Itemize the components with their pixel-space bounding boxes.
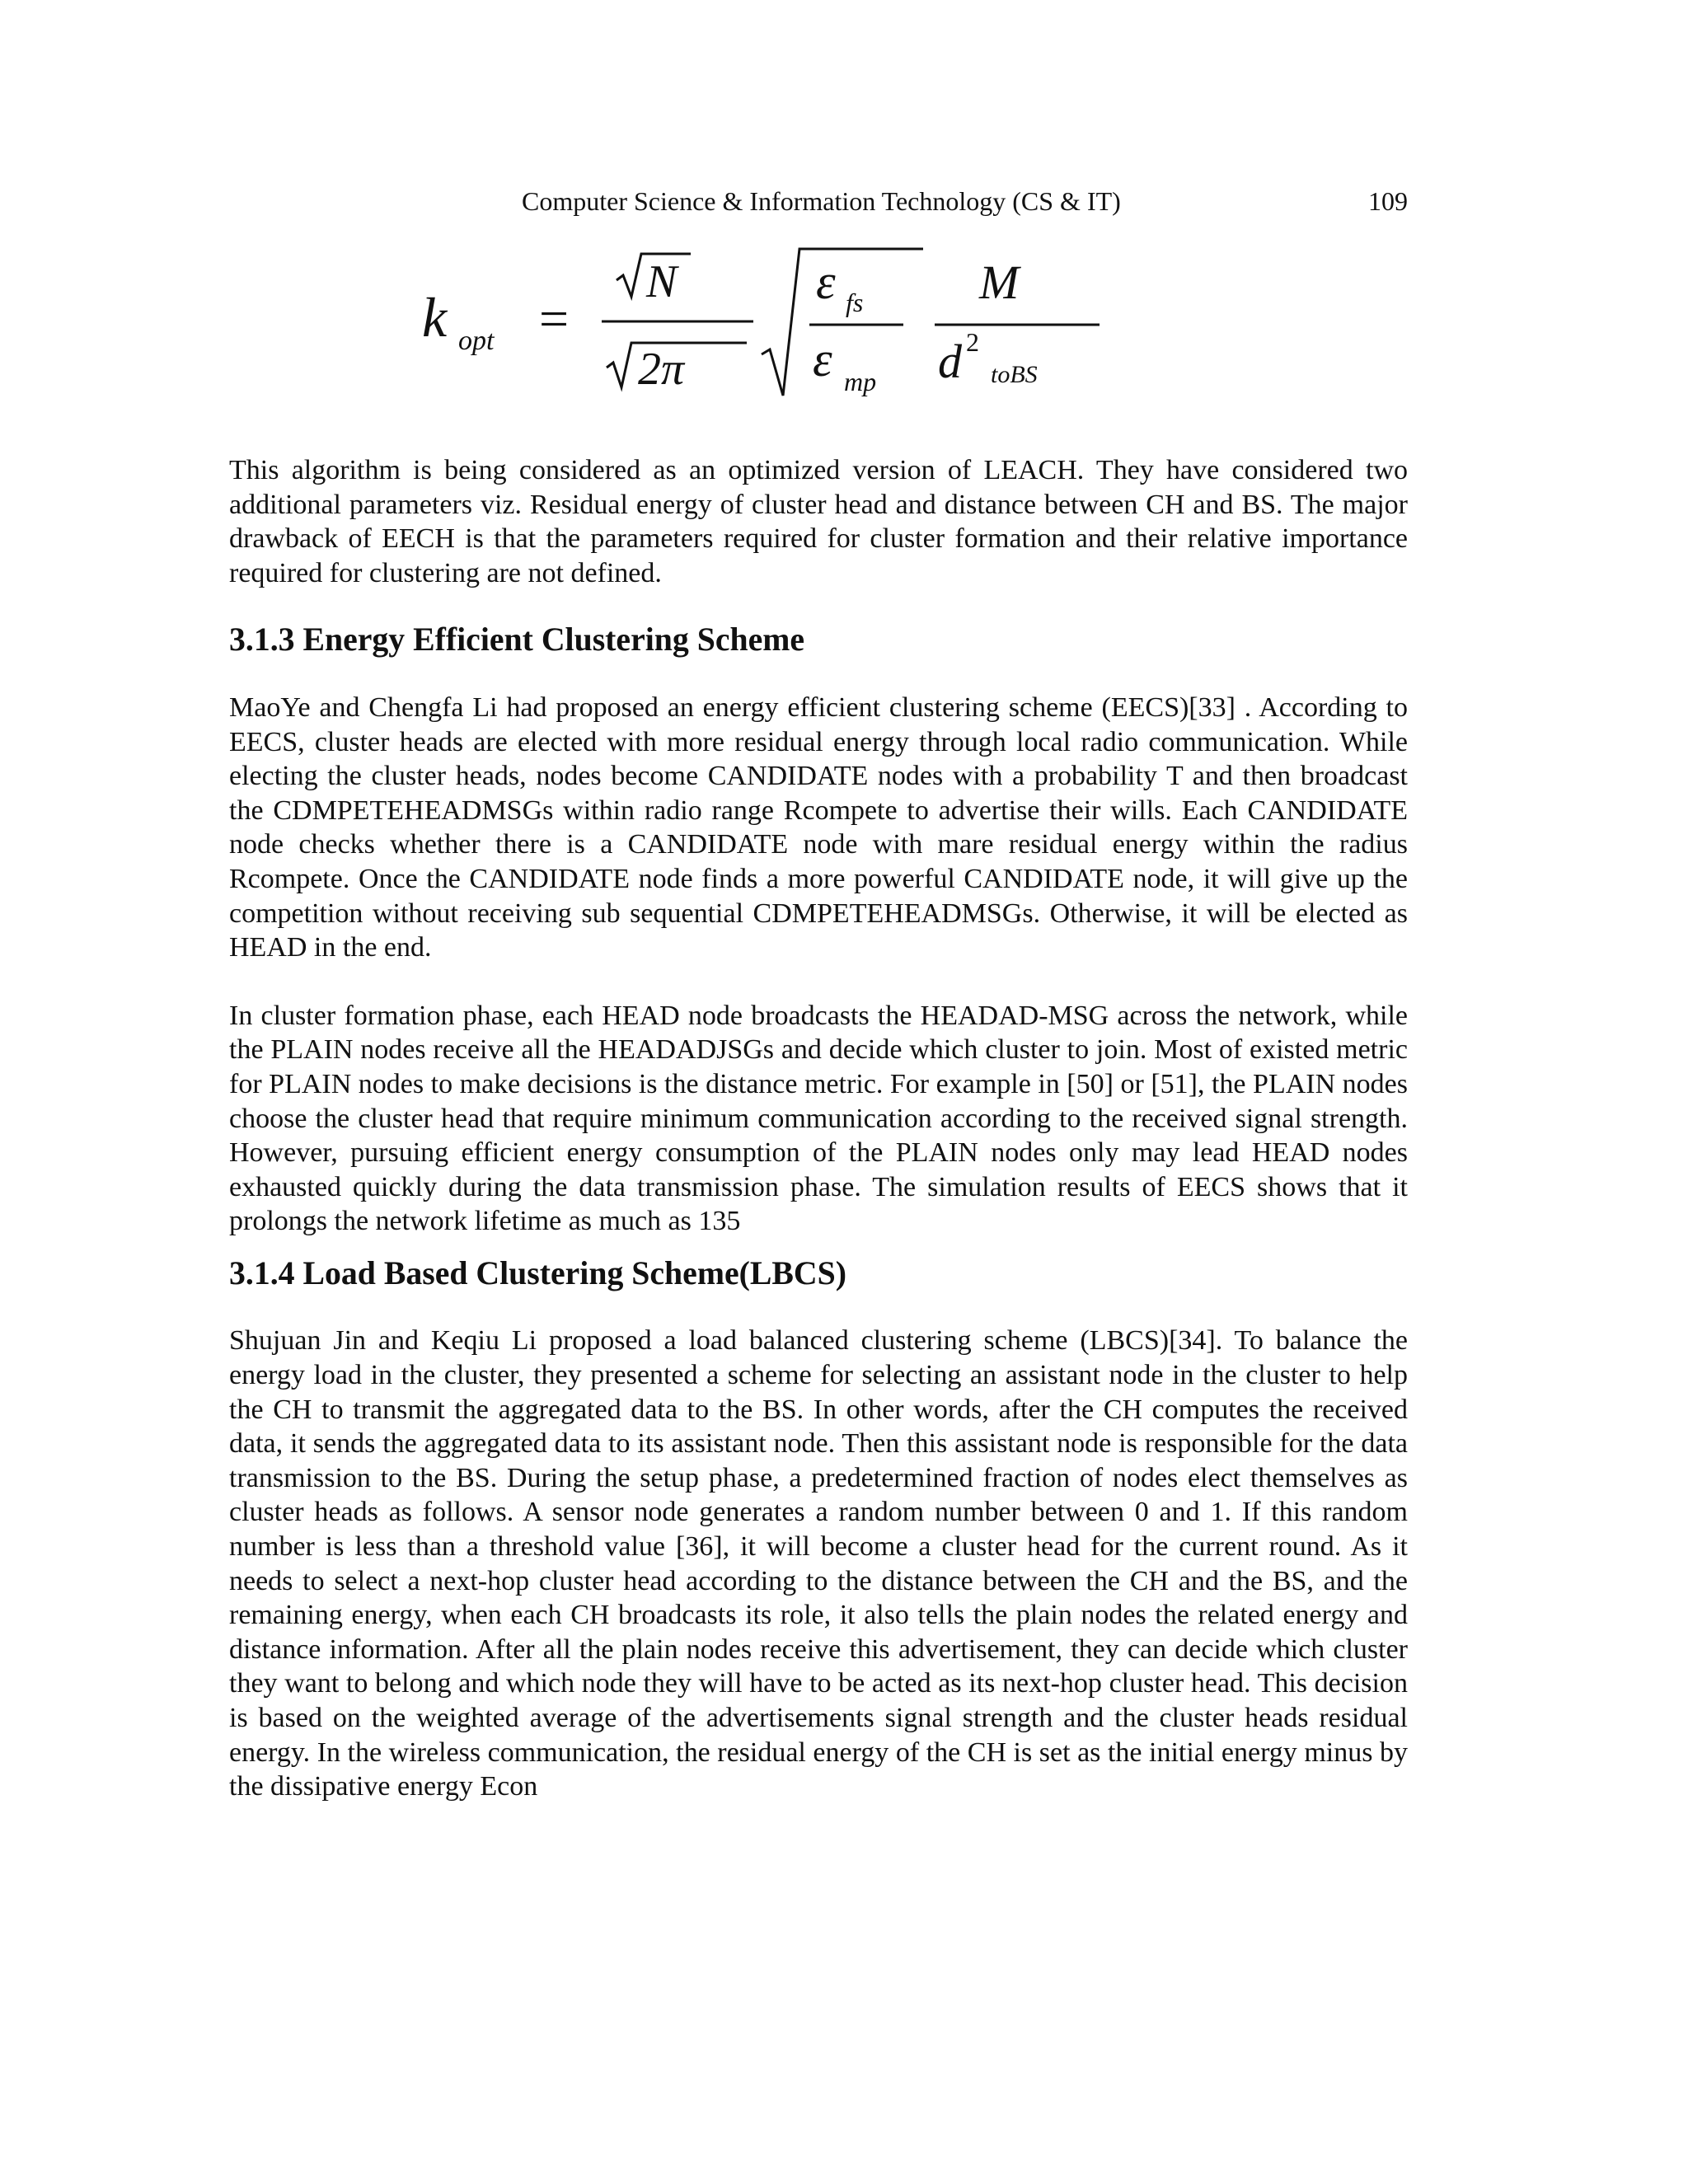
fraction-epsilon (762, 249, 923, 396)
formula-lhs-subscript: opt (458, 326, 495, 356)
formula-epsilon-fs: ε (816, 255, 836, 309)
journal-title: Computer Science & Information Technology (CS & IT) (522, 186, 1121, 216)
fraction-sqrt-n (602, 254, 753, 395)
paragraph-lbcs: Shujuan Jin and Keqiu Li proposed a load balanced clustering scheme (LBCS)[34]. To balance the energy load in the cluster, they presented a scheme for selecting an assistant node in the cluster to help the CH to transmit the aggregated data to the BS. In other words, after the CH computes the received data, it sends the aggregated data to its assistant node. Then this assistant node is responsible for the data transmission to the BS. During the setup phase, a predetermined fraction of nodes elect themselves as cluster heads as follows. A sensor node generates a random number between 0 and 1. If this random number is less than a threshold value [36], it will become a cluster head for the current round. As it needs to select a next-hop cluster head according to the distance between the CH and the BS, and the remaining energy, when each CH broadcasts its role, it also tells the plain nodes the related energy and distance information. After all the plain nodes receive this advertisement, they can decide which cluster they want to belong and which node they will have to be acted as its next-hop cluster head. This decision is based on the weighted average of the advertisements signal strength and the cluster heads residual energy. In the wireless communication, the residual energy of the CH is set as the initial energy minus by the dissipative energy Econ (229, 1325, 1408, 1802)
formula-epsilon-mp: ε (813, 332, 832, 387)
page-body (229, 453, 1408, 1804)
formula-m: M (979, 255, 1020, 309)
paragraph-eech-summary: This algorithm is being considered as an optimized version of LEACH. They have considered two additional parameters viz. Residual energy of cluster head and distance between CH and BS. The major drawback of EECH is that the parameters required for cluster formation and their relative importance required for clustering are not defined. (229, 455, 1408, 588)
formula-mp-subscript: mp (844, 367, 877, 396)
formula-n: N (646, 256, 678, 307)
section-heading-eecs: 3.1.3 Energy Efficient Clustering Scheme (229, 621, 805, 658)
formula-d: d (938, 335, 962, 388)
formula-lhs: k (422, 286, 448, 349)
fraction-m-over-d (935, 255, 1100, 388)
sqrt-sign-epsilon (762, 249, 923, 396)
formula-d-superscript: 2 (966, 327, 979, 357)
paragraph-eecs-formation: In cluster formation phase, each HEAD node broadcasts the HEADAD-MSG across the network, while the PLAIN nodes receive all the HEADADJSGs and decide which cluster to join. Most of existed metric for PLAIN nodes to make decisions is the distance metric. For example in [50] or [51], the PLAIN nodes choose the cluster head that require minimum communication according to the received signal strength. However, pursuing efficient energy consumption of the PLAIN nodes only may lead HEAD nodes exhausted quickly during the data transmission phase. The simulation results of EECS shows that it prolongs the network lifetime as much as 135 (229, 1000, 1408, 1237)
formula-fs-subscript: fs (846, 288, 864, 317)
formula-d-subscript: toBS (991, 361, 1038, 388)
page-number: 109 (1368, 186, 1408, 216)
paragraph-eecs-intro: MaoYe and Chengfa Li had proposed an energy efficient clustering scheme (EECS)[33] . According to EECS, cluster heads are elected with more residual energy through local radio communication. While electing the cluster heads, nodes become CANDIDATE nodes with a probability T and then broadcast the CDMPETEHEADMSGs within radio range Rcompete to advertise their wills. Each CANDIDATE node checks whether there is a CANDIDATE node with mare residual energy within the radius Rcompete. Once the CANDIDATE node finds a more powerful CANDIDATE node, it will give up the competition without receiving sub sequential CDMPETEHEADMSGs. Otherwise, it will be elected as HEAD in the end. (229, 691, 1408, 963)
running-header (229, 183, 1408, 219)
formula-2pi: 2π (638, 344, 685, 395)
formula-equals: = (539, 289, 570, 348)
k-opt-formula (422, 246, 1106, 402)
section-heading-lbcs: 3.1.4 Load Based Clustering Scheme(LBCS) (229, 1254, 846, 1291)
